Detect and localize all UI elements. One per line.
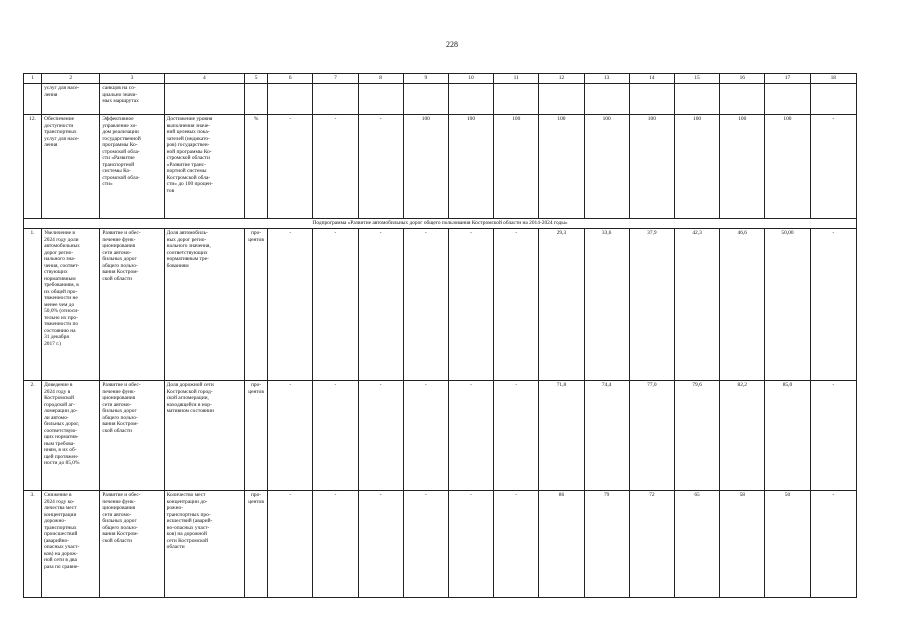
value-cell: 79 <box>584 491 629 598</box>
goal-cell: Снижение в 2024 году ко- личества мест концентрации дорожно- транспортных происшествий (аварийно- опасных участ- ков) на дорож- ной сети в два раза по сравне- <box>42 491 100 598</box>
indicator-cell: Доля автомобиль- ных дорог регио- нального значения, соответствующих нормативным тре- бованиям <box>164 229 244 381</box>
column-number: 8 <box>358 74 403 84</box>
value-cell <box>494 84 539 115</box>
value-cell: 100 <box>629 115 674 219</box>
table-row <box>24 229 857 381</box>
column-number: 16 <box>720 74 765 84</box>
value-cell: - <box>268 229 313 381</box>
value-cell <box>720 84 765 115</box>
value-cell: - <box>268 115 313 219</box>
value-cell: 42,3 <box>674 229 719 381</box>
value-cell: 85,0 <box>765 381 810 491</box>
goal-cell: Увеличение в 2024 году доли автомобильных дорог регио- нального зна- чения, соответ- ствующих нормативным требованиям, в их общей про- тяженности не менее чем до 50,0% (относи- тельно их про- тяженности по состоянию на 31 декабря 2017 г.) <box>42 229 100 381</box>
column-number: 7 <box>313 74 358 84</box>
row-number: 2. <box>24 381 42 491</box>
value-cell: - <box>313 115 358 219</box>
goal-cell: Обеспечение доступности транспортных услуг для насе- ления <box>42 115 100 219</box>
task-cell: Развитие и обес- печение функ- ционирования сети автомо- бильных дорог общего пользо- вания Костром- ской области <box>100 381 164 491</box>
value-cell: 33,6 <box>584 229 629 381</box>
value-cell: - <box>358 491 403 598</box>
value-cell: 72 <box>629 491 674 598</box>
value-cell: 79,6 <box>674 381 719 491</box>
column-number: 9 <box>403 74 448 84</box>
unit-cell: % <box>245 115 268 219</box>
value-cell: 65 <box>674 491 719 598</box>
column-number: 13 <box>584 74 629 84</box>
task-cell: Развитие и обес- печение функ- ционирования сети автомо- бильных дорог общего пользо- вания Костром- ской области <box>100 229 164 381</box>
row-number: 3. <box>24 491 42 598</box>
value-cell: - <box>494 229 539 381</box>
column-number: 17 <box>765 74 810 84</box>
value-cell <box>358 84 403 115</box>
value-cell: 100 <box>448 115 493 219</box>
value-cell: 86 <box>539 491 584 598</box>
value-cell: - <box>810 491 856 598</box>
column-number: 2 <box>42 74 100 84</box>
task-cell: Развитие и обес- печение функ- ционирования сети автомо- бильных дорог общего пользо- вания Костром- ской области <box>100 491 164 598</box>
column-number: 12 <box>539 74 584 84</box>
indicators-table <box>23 73 857 598</box>
row-number: 12. <box>24 115 42 219</box>
column-number: 10 <box>448 74 493 84</box>
value-cell <box>403 84 448 115</box>
value-cell: - <box>448 381 493 491</box>
table-row <box>24 381 857 491</box>
value-cell: - <box>494 491 539 598</box>
value-cell: - <box>358 115 403 219</box>
value-cell: 50,00 <box>765 229 810 381</box>
table-row <box>24 84 857 115</box>
column-number: 11 <box>494 74 539 84</box>
value-cell: 74,4 <box>584 381 629 491</box>
value-cell: - <box>313 491 358 598</box>
value-cell: 77,0 <box>629 381 674 491</box>
column-number: 3 <box>100 74 164 84</box>
column-number: 6 <box>268 74 313 84</box>
unit-cell: про- центов <box>245 491 268 598</box>
value-cell: - <box>403 381 448 491</box>
value-cell: 58 <box>720 491 765 598</box>
column-number: 5 <box>245 74 268 84</box>
row-number <box>24 84 42 115</box>
value-cell: 100 <box>674 115 719 219</box>
goal-cell: Доведение в 2024 году в Костромской городской аг- ломерации до- ли автомо- бильных дорог, соответствую- щих норматив- ным требова- ниям, в их об- щей протяжен- ности до 85,0% <box>42 381 100 491</box>
value-cell: - <box>313 381 358 491</box>
column-number: 18 <box>810 74 856 84</box>
unit-cell: про- центов <box>245 229 268 381</box>
task-cell: санкцов на со- циально значи- мых маршрутах <box>100 84 164 115</box>
value-cell <box>268 84 313 115</box>
value-cell: - <box>448 229 493 381</box>
value-cell <box>674 84 719 115</box>
value-cell: - <box>403 229 448 381</box>
subprogram-row <box>24 219 857 229</box>
value-cell <box>584 84 629 115</box>
value-cell: 100 <box>539 115 584 219</box>
row-number: 1. <box>24 229 42 381</box>
value-cell: - <box>313 229 358 381</box>
page-number: 228 <box>446 40 458 49</box>
unit-cell <box>245 84 268 115</box>
value-cell: - <box>358 229 403 381</box>
value-cell: - <box>810 381 856 491</box>
subprogram-title: Подпрограмма «Развитие автомобильных дорог общего пользования Костромской области на 2014-2024 годы» <box>24 219 857 229</box>
value-cell: 50 <box>765 491 810 598</box>
value-cell: 100 <box>584 115 629 219</box>
value-cell: - <box>494 381 539 491</box>
value-cell <box>539 84 584 115</box>
value-cell <box>448 84 493 115</box>
column-number: 14 <box>629 74 674 84</box>
value-cell: - <box>268 491 313 598</box>
value-cell: - <box>268 381 313 491</box>
table-row <box>24 491 857 598</box>
value-cell: 29,3 <box>539 229 584 381</box>
value-cell <box>810 84 856 115</box>
value-cell: 46,6 <box>720 229 765 381</box>
value-cell: - <box>448 491 493 598</box>
table-row <box>24 115 857 219</box>
column-number: 4 <box>164 74 244 84</box>
value-cell: - <box>403 491 448 598</box>
task-cell: Эффективное управление хо- дом реализации государственной программы Ко- стромской обла- сти «Развитие транспортной системы Ко- стромской обла- сти» <box>100 115 164 219</box>
value-cell: 71,8 <box>539 381 584 491</box>
value-cell: 100 <box>765 115 810 219</box>
indicator-cell <box>164 84 244 115</box>
value-cell: - <box>810 229 856 381</box>
value-cell: 100 <box>403 115 448 219</box>
value-cell <box>765 84 810 115</box>
value-cell <box>313 84 358 115</box>
value-cell: 37,9 <box>629 229 674 381</box>
value-cell <box>629 84 674 115</box>
value-cell: 100 <box>494 115 539 219</box>
value-cell: - <box>358 381 403 491</box>
unit-cell: про- центов <box>245 381 268 491</box>
indicator-cell: Достижение уровня выполнения значе- ний целевых пока- зателей (индикато- ров) государствен- ной программы Ко- стромской области «Развитие транс- портной системы Костромской обла- сти» до 100 процен- тов <box>164 115 244 219</box>
value-cell: - <box>810 115 856 219</box>
goal-cell: услуг для насе- ления <box>42 84 100 115</box>
indicator-cell: Доля дорожной сети Костромской город- ской агломерации, находящейся в нор- мативном состоянии <box>164 381 244 491</box>
column-number: 1 <box>24 74 42 84</box>
value-cell: 100 <box>720 115 765 219</box>
column-number: 15 <box>674 74 719 84</box>
indicator-cell: Количество мест концентрации до- рожно- транспортных про- исшествий (аварий- но-опасных участ- ков) на дорожной сети Костромской области <box>164 491 244 598</box>
value-cell: 82,2 <box>720 381 765 491</box>
column-numbers-row <box>24 74 857 84</box>
